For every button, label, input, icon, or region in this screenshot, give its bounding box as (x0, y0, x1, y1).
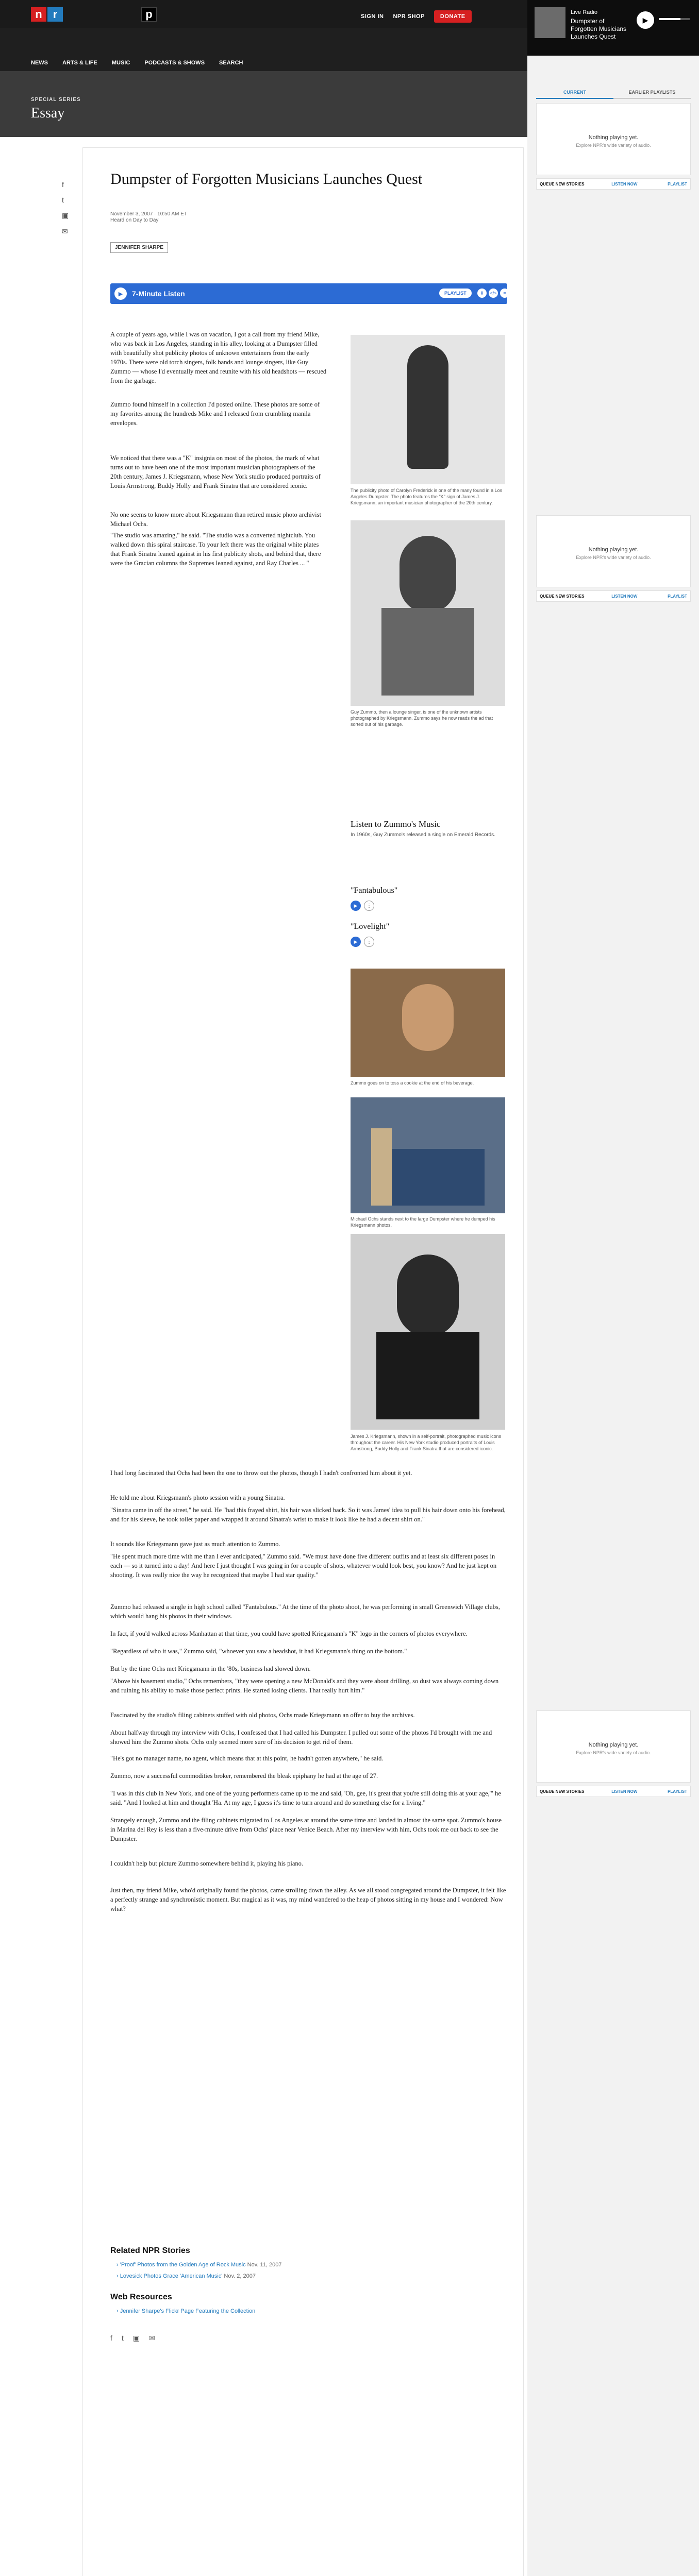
related-link-2[interactable]: › Lovesick Photos Grace 'American Music' Nov. 2, 2007 (116, 2273, 256, 2279)
top-links (361, 10, 472, 23)
playlist-button[interactable]: PLAYLIST (668, 1789, 687, 1794)
play-icon[interactable]: ▶ (351, 901, 361, 911)
photo-zummo-cookie (351, 969, 505, 1077)
related-link-1[interactable]: › 'Proof' Photos from the Golden Age of Rock Music Nov. 11, 2007 (116, 2262, 282, 2268)
queue-bar (536, 178, 691, 190)
transcript-icon[interactable]: ≡ (500, 289, 509, 298)
article-title: Dumpster of Forgotten Musicians Launches Quest (110, 171, 423, 188)
volume-slider[interactable] (659, 18, 690, 20)
photo-kriegsmann (351, 1234, 505, 1430)
twitter-icon[interactable]: t (121, 2334, 124, 2342)
queue-bar (536, 1786, 691, 1797)
queue-label: QUEUE NEW STORIES (540, 594, 585, 599)
download-icon[interactable]: ⬇ (477, 289, 487, 298)
article-paragraph: "I was in this club in New York, and one of the young performers came up to me and said, 'Oh, gee, it's great that you're still doing this at your age,'" he said. "And I looked at him and thought 'Ha. At my age, I guess it's time to turn around and do something else for a living." (110, 1790, 501, 1806)
queue-bar (536, 590, 691, 602)
article-paragraph: A couple of years ago, while I was on vacation, I got a call from my friend Mike, who was back in Los Angeles, standing in his alley, looking at a Dumpster filled with beautifully shot publicity photos of unknown entertainers from the early 1970s. There were old torch singers, folk bands and lounge singers, like Guy Zummo — whose I'd eventually meet and reunite with his old headshots — rescued from the garbage. (110, 331, 327, 384)
queue-label: QUEUE NEW STORIES (540, 181, 585, 187)
queue-label: QUEUE NEW STORIES (540, 1789, 585, 1794)
player-title: Dumpster of Forgotten Musicians Launches Quest (571, 18, 627, 40)
caption-2: Guy Zummo, then a lounge singer, is one of the unknown artists photographed by Kriegsmann. Zummo says he now reads the ad that sorted out of his garbage. (351, 709, 493, 727)
article-paragraph: "Regardless of who it was," Zummo said, "whoever you saw a headshot, it had Kriegsmann's thing on the bottom." (110, 1648, 407, 1655)
queue-empty-sub[interactable]: Explore NPR's wide variety of audio. (576, 143, 651, 148)
queue-empty-sub[interactable]: Explore NPR's wide variety of audio. (576, 555, 651, 560)
email-icon[interactable]: ✉ (62, 227, 68, 235)
right-rail (527, 56, 699, 2576)
play-icon[interactable]: ▶ (637, 11, 654, 29)
article-paragraph: Zummo found himself in a collection I'd posted online. These photos are some of my favorites among the hundreds Mike and I released from crumbling manila envelopes. (110, 401, 320, 427)
listen-section-sub: In 1960s, Guy Zummo's released a single on Emerald Records. (351, 832, 495, 838)
listen-now-button[interactable]: LISTEN NOW (611, 1789, 638, 1794)
share-tools (62, 180, 69, 236)
player-thumbnail (535, 7, 565, 38)
article-paragraph: "He's got no manager name, no agent, which means that at this point, he hadn't gotten anywhere," he said. (110, 1755, 384, 1762)
article-paragraph: Just then, my friend Mike, who'd originally found the photos, came strolling down the alley. As we all stood congregated around the Dumpster, it felt like a perfectly strange and synchronistic moment. But magical as it was, my mind wandered to the heap of photos sitting in my house and I wondered: Now what? (110, 1887, 506, 1912)
article-paragraph: About halfway through my interview with Ochs, I confessed that I had called his Dumpster. I pulled out some of the photos I'd brought with me and showed him the Zummo shots. Ochs only seemed more sure of his decision to get rid of them. (110, 1729, 492, 1745)
more-icon[interactable]: ⋮ (364, 901, 374, 911)
caption-1: The publicity photo of Carolyn Frederick is one of the many found in a Los Angeles Dumpster. The photo features the "K" sign of James J. Kriegsmann, an important musician photographer of the 20th century. (351, 488, 503, 505)
listen-bar[interactable] (110, 283, 507, 304)
web-resource-link-1[interactable]: › Jennifer Sharpe's Flickr Page Featuring the Collection (116, 2308, 256, 2314)
article-paragraph: Zummo, now a successful commodities broker, remembered the bleak epiphany he had at the age of 27. (110, 1772, 378, 1780)
queue-box (536, 515, 691, 587)
song-title-2: "Lovelight" (351, 922, 390, 931)
live-player (527, 0, 699, 56)
byline[interactable]: JENNIFER SHARPE (110, 242, 168, 253)
article-paragraph: But by the time Ochs met Kriegsmann in the '80s, business had slowed down. (110, 1665, 311, 1672)
queue-empty-sub[interactable]: Explore NPR's wide variety of audio. (576, 1750, 651, 1755)
article-paragraph: I had long fascinated that Ochs had been the one to throw out the photos, though I hadn't confronted him about it yet. (110, 1469, 412, 1477)
more-icon[interactable]: ⋮ (364, 937, 374, 947)
article-paragraph: Zummo had released a single in high school called "Fantabulous." At the time of the photo shoot, he was performing in small Greenwich Village clubs, which would hang his photos in their windows. (110, 1603, 500, 1620)
article-paragraph: "He spent much more time with me than I ever anticipated," Zummo said. "We must have done five different outfits and at least six different poses in each — so it turned into a day! And here I just thought I was going in for a couple of shots, whatever would look best, you know? And he just kept on shooting. It was really nice the way he recognized that maybe I had star quality." (110, 1553, 497, 1579)
sign-in-link[interactable]: SIGN IN (361, 13, 384, 20)
song-controls-2 (351, 937, 505, 948)
facebook-icon[interactable]: f (62, 180, 64, 189)
series-name[interactable]: Essay (31, 105, 65, 121)
nav-search[interactable]: SEARCH (219, 60, 243, 66)
playlist-button[interactable]: PLAYLIST (668, 594, 687, 599)
article-paragraph: "Above his basement studio," Ochs remembers, "they were opening a new McDonald's and they were about drilling, so dust was always coming down and ruining his ability to make those perfect prints. He started losing clients. That really hurt him." (110, 1677, 499, 1694)
photo-guy-zummo (351, 520, 505, 706)
photo-carolyn-frederick (351, 335, 505, 484)
related-heading: Related NPR Stories (110, 2246, 190, 2255)
article-paragraph: In fact, if you'd walked across Manhattan at that time, you could have spotted Kriegsmann's "K" logo in the corners of photos everywhere. (110, 1630, 468, 1637)
article-paragraph: No one seems to know more about Kriegsmann than retired music photo archivist Michael Ochs. (110, 511, 321, 528)
article-date: November 3, 2007 · 10:50 AM ET (110, 211, 187, 217)
heard-on[interactable]: Heard on Day to Day (110, 217, 159, 223)
article-paragraph: I couldn't help but picture Zummo somewhere behind it, playing his piano. (110, 1860, 304, 1867)
listen-now-button[interactable]: LISTEN NOW (611, 594, 638, 599)
playlist-button[interactable]: PLAYLIST (668, 181, 687, 187)
flipboard-icon[interactable]: ▣ (62, 211, 69, 219)
email-icon[interactable]: ✉ (149, 2334, 155, 2342)
twitter-icon[interactable]: t (62, 196, 64, 204)
caption-4: Michael Ochs stands next to the large Dumpster where he dumped his Kriegsmann photos. (351, 1216, 495, 1228)
facebook-icon[interactable]: f (110, 2334, 112, 2342)
embed-icon[interactable]: </> (489, 289, 498, 298)
logo-letter-r: r (47, 7, 63, 22)
rail-tabs (536, 87, 691, 99)
listen-section-title: Listen to Zummo's Music (351, 819, 441, 829)
npr-shop-link[interactable]: NPR SHOP (393, 13, 425, 20)
nav-music[interactable]: MUSIC (111, 60, 130, 66)
article-paragraph: Fascinated by the studio's filing cabinets stuffed with old photos, Ochs made Kriegsmann an offer to buy the archives. (110, 1711, 415, 1719)
player-label: Live Radio (571, 9, 597, 15)
nav-news[interactable]: NEWS (31, 60, 48, 66)
web-resources-heading: Web Resources (110, 2293, 172, 2301)
nav-podcasts[interactable]: PODCASTS & SHOWS (144, 60, 205, 66)
series-kicker: SPECIAL SERIES (31, 97, 81, 103)
listen-label: 7-Minute Listen (132, 290, 185, 298)
photo-ochs-dumpster (351, 1097, 505, 1213)
tab-earlier-playlists[interactable]: EARLIER PLAYLISTS (613, 87, 691, 99)
main-nav (31, 60, 243, 66)
article-paragraph: "The studio was amazing," he said. "The studio was a converted nightclub. You walked down this spiral staircase. To your left there was the original white plates that Frank Sinatra leaned against in his first publicity shots, and behind that, there were the Gracian columns the Supremes leaned against, and Ray Charles ... " (110, 532, 321, 567)
song-title-1: "Fantabulous" (351, 886, 398, 895)
song-controls-1 (351, 901, 505, 912)
queue-box (536, 103, 691, 175)
article-paragraph: We noticed that there was a "K" insignia on most of the photos, the mark of what turns out to have been one of the most important musician photographers of the 20th century, James J. Kriegsmann, whose New York studio produced portraits of Louis Armstrong, Buddy Holly and Frank Sinatra that are considered iconic. (110, 454, 321, 489)
caption-3: Zummo goes on to toss a cookie at the end of his beverage. (351, 1080, 474, 1086)
queue-empty-title: Nothing playing yet. (588, 1742, 639, 1748)
playlist-button[interactable]: PLAYLIST (439, 289, 472, 298)
caption-5: James J. Kriegsmann, shown in a self-portrait, photographed music icons throughout the career. His New York studio produced portraits of Louis Armstrong, Buddy Holly and Frank Sinatra that are considered iconic. (351, 1434, 502, 1451)
npr-logo[interactable] (31, 7, 153, 22)
play-icon[interactable]: ▶ (351, 937, 361, 947)
donate-button[interactable]: DONATE (434, 10, 472, 23)
nav-arts-life[interactable]: ARTS & LIFE (62, 60, 97, 66)
share-tools-bottom (110, 2334, 155, 2343)
logo-letter-p: p (141, 7, 157, 22)
article-paragraph: It sounds like Kriegsmann gave just as much attention to Zummo. (110, 1540, 280, 1548)
article-paragraph: Strangely enough, Zummo and the filing cabinets migrated to Los Angeles at around the same time and landed in almost the same spot. Zummo's house in Marina del Rey is less than a five-minute drive from Ochs' place near Venice Beach. After my interview with him, Ochs took me out back to see the Dumpster. (110, 1817, 502, 1842)
logo-letter-n: n (31, 7, 46, 22)
queue-empty-title: Nothing playing yet. (588, 547, 639, 553)
queue-box (536, 1710, 691, 1783)
article-paragraph: He told me about Kriegsmann's photo session with a young Sinatra. (110, 1494, 285, 1501)
queue-empty-title: Nothing playing yet. (588, 134, 639, 141)
tab-current[interactable]: CURRENT (536, 87, 613, 99)
article-paragraph: "Sinatra came in off the street," he said. He "had this frayed shirt, his hair was slicked back. So it was James' idea to pull his hair down onto his forehead, and for his sleeve, he took toilet paper and wrapped it around Sinatra's wrist to make it look like he had a decent shirt on." (110, 1506, 506, 1523)
play-icon[interactable]: ▶ (114, 287, 127, 300)
listen-now-button[interactable]: LISTEN NOW (611, 181, 638, 187)
flipboard-icon[interactable]: ▣ (132, 2334, 140, 2342)
